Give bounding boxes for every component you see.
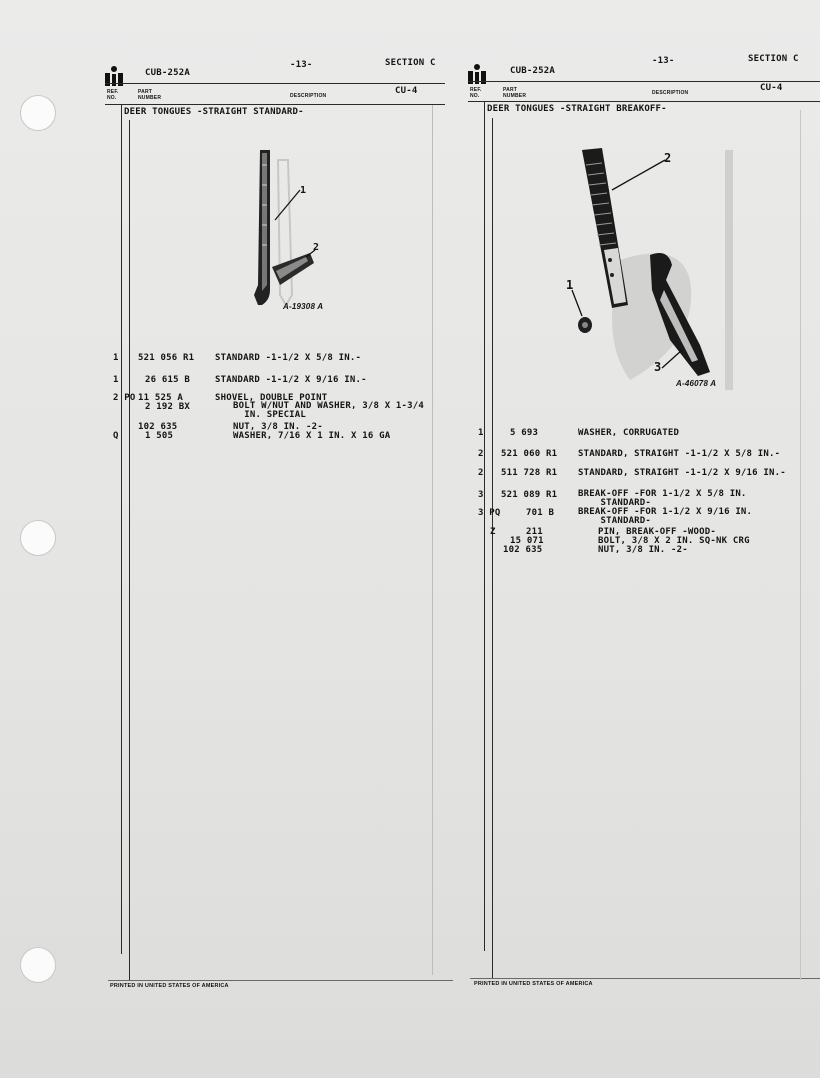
col-ref-header: REF. NO. bbox=[470, 87, 482, 99]
row-desc: BREAK-OFF -FOR 1-1/2 X 5/8 IN. STANDARD- bbox=[578, 489, 747, 508]
row-ref: 2 PO bbox=[113, 393, 136, 403]
row-desc: BOLT W/NUT AND WASHER, 3/8 X 1-3/4 IN. SPECIAL bbox=[233, 401, 425, 420]
col-desc-header: DESCRIPTION bbox=[290, 93, 327, 99]
footer-print-note: PRINTED IN UNITED STATES OF AMERICA bbox=[110, 983, 229, 989]
row-ref: 2 bbox=[478, 449, 484, 459]
row-desc: STANDARD, STRAIGHT -1-1/2 X 5/8 IN.- bbox=[578, 449, 781, 459]
footer-print-note: PRINTED IN UNITED STATES OF AMERICA bbox=[474, 981, 593, 987]
row-part: 2 192 BX bbox=[145, 402, 190, 412]
row-ref: Q bbox=[113, 431, 119, 441]
row-desc: SHOVEL, DOUBLE POINT bbox=[215, 393, 328, 403]
callout-2: 2 bbox=[313, 242, 320, 253]
callout-3: 3 bbox=[654, 360, 662, 374]
col-desc-header: DESCRIPTION bbox=[652, 90, 689, 96]
row-part: 211 bbox=[526, 527, 543, 537]
row-desc: WASHER, 7/16 X 1 IN. X 16 GA bbox=[233, 431, 391, 441]
row-part: 701 B bbox=[526, 508, 555, 518]
row-part: 521 056 R1 bbox=[138, 353, 195, 363]
row-part: 26 615 B bbox=[145, 375, 190, 385]
section-code: CU-4 bbox=[395, 86, 418, 96]
row-part: 511 728 R1 bbox=[501, 468, 558, 478]
binder-hole bbox=[20, 947, 56, 983]
col-ref-header: REF. NO. bbox=[107, 89, 119, 101]
row-part: 521 089 R1 bbox=[501, 490, 558, 500]
section-title: DEER TONGUES -STRAIGHT BREAKOFF- bbox=[487, 104, 667, 114]
page-number: -13- bbox=[652, 56, 675, 66]
row-desc: STANDARD -1-1/2 X 9/16 IN.- bbox=[215, 375, 367, 385]
row-ref: 3 bbox=[478, 490, 484, 500]
figure-id: A-46078 A bbox=[676, 379, 717, 388]
row-ref: 3 PQ bbox=[478, 508, 501, 518]
standard-figure bbox=[240, 145, 350, 320]
callout-1: 1 bbox=[566, 278, 574, 292]
row-ref: 1 bbox=[113, 375, 119, 385]
row-desc: WASHER, CORRUGATED bbox=[578, 428, 680, 438]
row-desc: BOLT, 3/8 X 2 IN. SQ-NK CRG bbox=[598, 536, 750, 546]
page-number: -13- bbox=[290, 60, 313, 70]
callout-1: 1 bbox=[300, 185, 307, 196]
callout-2: 2 bbox=[664, 151, 672, 165]
section-code: CU-4 bbox=[760, 83, 783, 93]
row-desc: BREAK-OFF -FOR 1-1/2 X 9/16 IN. STANDARD- bbox=[578, 507, 753, 526]
col-part-header: PART NUMBER bbox=[138, 89, 162, 101]
binder-hole bbox=[20, 520, 56, 556]
row-ref: 2 bbox=[478, 468, 484, 478]
row-ref: 1 bbox=[113, 353, 119, 363]
section-title: DEER TONGUES -STRAIGHT STANDARD- bbox=[124, 107, 304, 117]
row-desc: STANDARD, STRAIGHT -1-1/2 X 9/16 IN.- bbox=[578, 468, 786, 478]
binder-hole bbox=[20, 95, 56, 131]
figure-id: A-19308 A bbox=[283, 302, 324, 311]
catalog-number: CUB-252A bbox=[510, 66, 555, 76]
row-ref: Z bbox=[490, 527, 496, 537]
catalog-number: CUB-252A bbox=[145, 68, 190, 78]
row-part: 1 505 bbox=[145, 431, 174, 441]
row-desc: PIN, BREAK-OFF -WOOD- bbox=[598, 527, 716, 537]
row-desc: STANDARD -1-1/2 X 5/8 IN.- bbox=[215, 353, 362, 363]
row-part: 15 071 bbox=[510, 536, 544, 546]
section-label: SECTION C bbox=[385, 58, 436, 68]
row-part: 102 635 bbox=[503, 545, 543, 555]
bleed-line bbox=[800, 110, 801, 980]
row-desc: NUT, 3/8 IN. -2- bbox=[233, 422, 323, 432]
row-part: 11 525 A bbox=[138, 393, 183, 403]
row-ref: 1 bbox=[478, 428, 484, 438]
row-part: 521 060 R1 bbox=[501, 449, 558, 459]
section-label: SECTION C bbox=[748, 54, 799, 64]
row-part: 5 693 bbox=[510, 428, 539, 438]
row-part: 102 635 bbox=[138, 422, 178, 432]
col-part-header: PART NUMBER bbox=[503, 87, 527, 99]
row-desc: NUT, 3/8 IN. -2- bbox=[598, 545, 688, 555]
